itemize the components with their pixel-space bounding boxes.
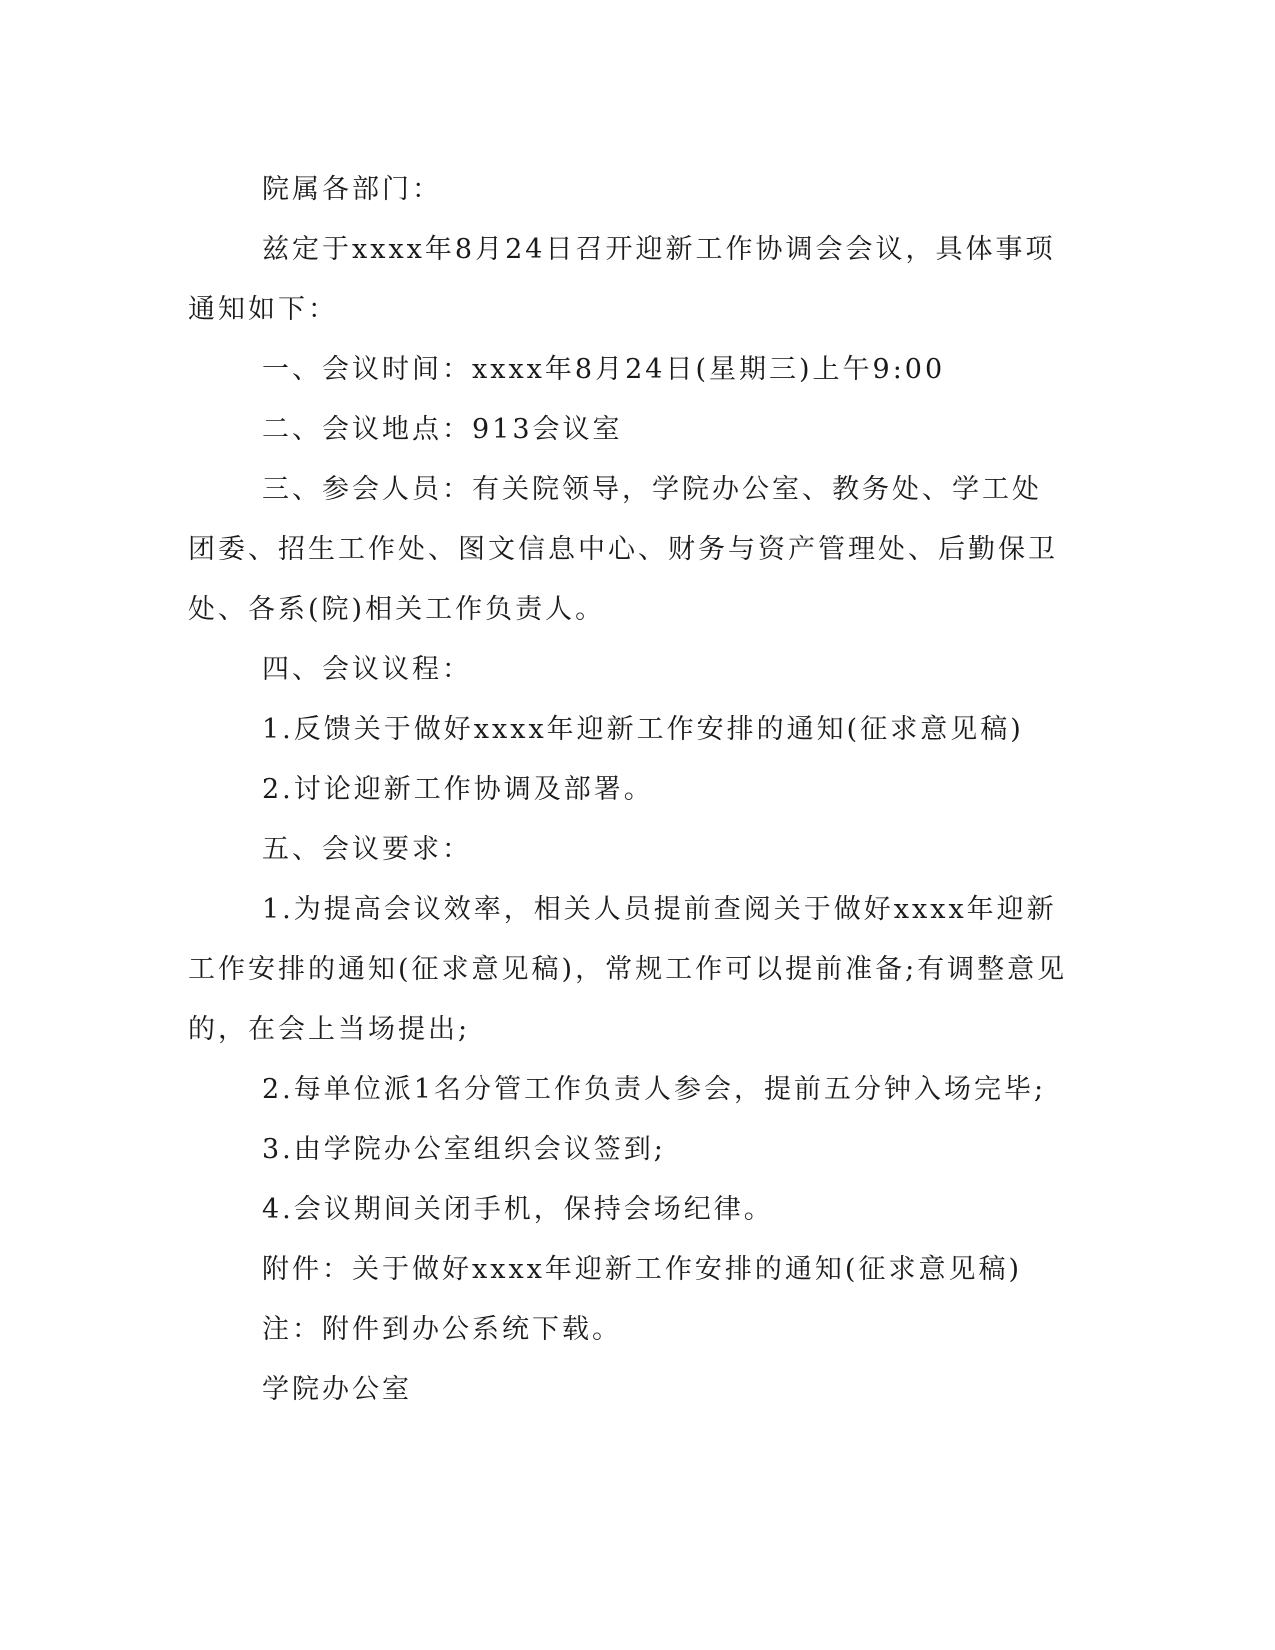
agenda-heading: 四、会议议程： [262,654,472,685]
notice-body [188,160,1068,1420]
note-line: 注：附件到办公系统下载。 [262,1314,622,1345]
requirement-item: 1.为提高会议效率，相关人员提前查阅关于做好xxxx年迎新工作安排的通知(征求意见稿)，常规工作可以提前准备;有调整意见的，在会上当场提出; [188,894,1068,1045]
agenda-item: 2.讨论迎新工作协调及部署。 [262,774,654,805]
requirements-heading: 五、会议要求： [262,834,472,865]
intro-paragraph: 兹定于xxxx年8月24日召开迎新工作协调会会议，具体事项通知如下： [188,234,1056,325]
requirement-item: 2.每单位派1名分管工作负责人参会，提前五分钟入场完毕; [262,1074,1047,1105]
requirement-item: 4.会议期间关闭手机，保持会场纪律。 [262,1194,774,1225]
meeting-attendees: 三、参会人员：有关院领导，学院办公室、教务处、学工处团委、招生工作处、图文信息中心、财务与资产管理处、后勤保卫处、各系(院)相关工作负责人。 [188,474,1058,625]
meeting-place: 二、会议地点：913会议室 [262,414,623,445]
signature: 学院办公室 [262,1374,412,1405]
salutation: 院属各部门： [262,174,442,205]
meeting-time: 一、会议时间：xxxx年8月24日(星期三)上午9:00 [262,354,946,385]
agenda-item: 1.反馈关于做好xxxx年迎新工作安排的通知(征求意见稿) [262,714,1024,745]
attachment-line: 附件：关于做好xxxx年迎新工作安排的通知(征求意见稿) [262,1254,1022,1285]
requirement-item: 3.由学院办公室组织会议签到; [262,1134,666,1165]
